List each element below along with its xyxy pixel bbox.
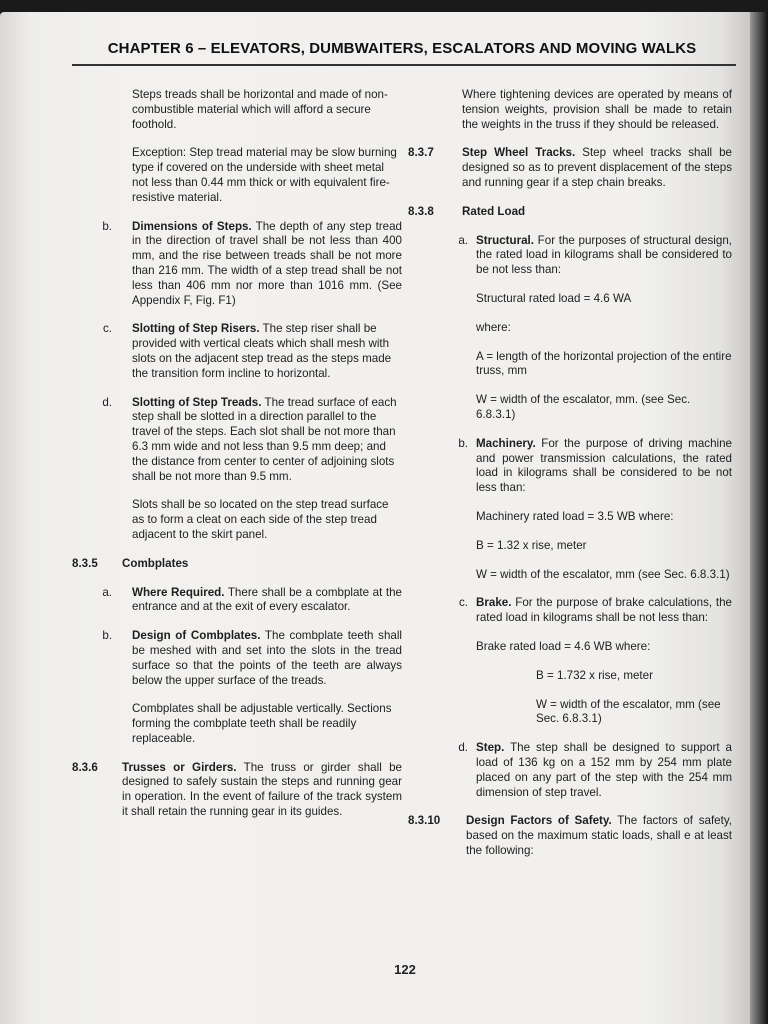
section-text: Step wheel tracks shall be designed so as to prevent displacement of the steps and running gear if a step chain breaks. xyxy=(462,146,732,189)
paragraph-slots-location: Slots shall be so located on the step tread surface as to form a cleat on each side of the step tread adjacent to the skirt panel. xyxy=(132,498,389,541)
structural-where: where: xyxy=(476,320,511,334)
section-number: 8.3.6 xyxy=(72,760,98,774)
item-title: Machinery. xyxy=(476,436,536,450)
item-letter: c. xyxy=(458,596,468,610)
section-number: 8.3.5 xyxy=(72,556,98,570)
item-title: Structural. xyxy=(476,233,534,247)
item-title: Slotting of Step Treads. xyxy=(132,395,262,409)
item-step xyxy=(408,741,732,800)
item-text: For the purpose of driving machine and power transmission calculations, the rated load in kilograms shall be considered to be not less than: xyxy=(476,436,732,495)
item-letter: a. xyxy=(458,233,468,247)
section-title: Design Factors of Safety. xyxy=(466,814,612,828)
item-title: Dimensions of Steps. xyxy=(132,219,252,233)
machinery-def-b: B = 1.32 x rise, meter xyxy=(476,538,587,552)
item-text: There shall be a combplate at the entrance and at the exit of every escalator. xyxy=(132,585,403,614)
brake-def-b: B = 1.732 x rise, meter xyxy=(536,668,653,682)
paragraph-exception: Exception: Step tread material may be slow burning type if covered on the underside with sheet metal not less than 0.44 mm thick or with equivalent fire-resistive material. xyxy=(132,146,397,204)
paragraph-combplates-adjustable: Combplates shall be adjustable vertically. Sections forming the combplate teeth shall be readily replaceable. xyxy=(132,702,392,745)
item-title: Design of Combplates. xyxy=(132,629,261,643)
item-letter: b. xyxy=(102,219,112,233)
paragraph-step-treads: Steps treads shall be horizontal and made of non-combustible material which will afford a secure foothold. xyxy=(132,88,388,131)
machinery-def-w: W = width of the escalator, mm (see Sec. 6.8.3.1) xyxy=(476,567,730,581)
section-8-3-5 xyxy=(72,557,402,572)
item-where-required xyxy=(72,586,402,616)
item-machinery xyxy=(408,437,732,496)
item-letter: d. xyxy=(102,395,112,409)
section-text: The truss or girder shall be designed to safely sustain the steps and running gear in operation. In the event of failure of the track system it shall retain the running gear in its guides. xyxy=(122,760,402,819)
item-title: Where Required. xyxy=(132,585,225,599)
header-rule xyxy=(72,64,736,66)
section-number: 8.3.8 xyxy=(408,204,434,218)
section-8-3-7 xyxy=(408,146,732,190)
section-number: 8.3.10 xyxy=(408,814,441,828)
item-text: For the purpose of brake calculations, the rated load in kilograms shall be not less than: xyxy=(476,596,732,625)
brake-equation: Brake rated load = 4.6 WB where: xyxy=(476,639,651,653)
page-number: 122 xyxy=(394,962,416,977)
paragraph-tightening-devices: Where tightening devices are operated by means of tension weights, provision shall be made to retain the weights in the truss if they should be released. xyxy=(462,88,732,131)
section-title: Combplates xyxy=(122,556,189,570)
item-text: The step shall be designed to support a load of 136 kg on a 152 mm by 254 mm plate placed on any part of the step with the 254 mm dimension of step travel. xyxy=(476,741,732,799)
section-8-3-8 xyxy=(408,205,732,220)
item-text: The combplate teeth shall be meshed with and set into the slots in the tread surface so that the points of the teeth are always below the upper surface of the treads. xyxy=(132,629,402,687)
machinery-equation: Machinery rated load = 3.5 WB where: xyxy=(476,509,674,523)
item-title: Slotting of Step Risers. xyxy=(132,322,260,336)
item-text: For the purposes of structural design, the rated load in kilograms shall be considered to be not less than: xyxy=(476,233,732,277)
left-column xyxy=(72,88,402,834)
item-text: The step riser shall be provided with vertical cleats which shall mesh with slots on the adjacent step tread as the steps made the transition form incline to horizontal. xyxy=(132,322,392,380)
chapter-header: CHAPTER 6 – ELEVATORS, DUMBWAITERS, ESCALATORS AND MOVING WALKS xyxy=(107,40,697,57)
section-number: 8.3.7 xyxy=(408,146,434,160)
item-slotting-of-step-risers xyxy=(72,322,402,381)
brake-def-w: W = width of the escalator, mm (see Sec. 6.8.3.1) xyxy=(536,697,721,726)
structural-equation: Structural rated load = 4.6 WA xyxy=(476,291,632,305)
page-shadow xyxy=(750,12,768,1024)
item-brake xyxy=(408,596,732,626)
item-dimensions-of-steps xyxy=(72,220,402,309)
item-text: The tread surface of each step shall be slotted in a direction parallel to the travel of the steps. Each slot shall be not more than 6.3 mm wide and not less than 9.5 mm deep; and the distance from center to center of adjoining slots shall be not more than 9.5 mm. xyxy=(132,395,397,483)
section-8-3-6 xyxy=(72,761,402,820)
structural-def-a: A = length of the horizontal projection of the entire truss, mm xyxy=(476,349,732,378)
right-column xyxy=(408,88,732,873)
item-letter: a. xyxy=(102,585,112,599)
item-structural xyxy=(408,234,732,278)
section-8-3-10 xyxy=(408,814,732,858)
item-letter: b. xyxy=(458,436,468,450)
item-text: The depth of any step tread in the direction of travel shall be not less than 400 mm, and the rise between treads shall be not more than 216 mm. The width of a step tread shall be not less than 406 mm nor more than 1016 mm. (See Appendix F, Fig. F1) xyxy=(132,219,402,307)
item-letter: c. xyxy=(102,322,112,336)
item-title: Step. xyxy=(476,741,505,755)
item-letter: b. xyxy=(102,629,112,643)
item-letter: d. xyxy=(458,741,468,755)
item-slotting-of-step-treads xyxy=(72,396,402,485)
section-title: Step Wheel Tracks. xyxy=(462,146,576,160)
structural-def-w: W = width of the escalator, mm. (see Sec. 6.8.3.1) xyxy=(476,393,691,421)
section-title: Trusses or Girders. xyxy=(122,760,237,774)
section-title: Rated Load xyxy=(462,204,526,218)
item-title: Brake. xyxy=(476,596,512,610)
section-text: The factors of safety, based on the maximum static loads, shall e at least the following: xyxy=(466,814,732,857)
item-design-of-combplates xyxy=(72,629,402,688)
